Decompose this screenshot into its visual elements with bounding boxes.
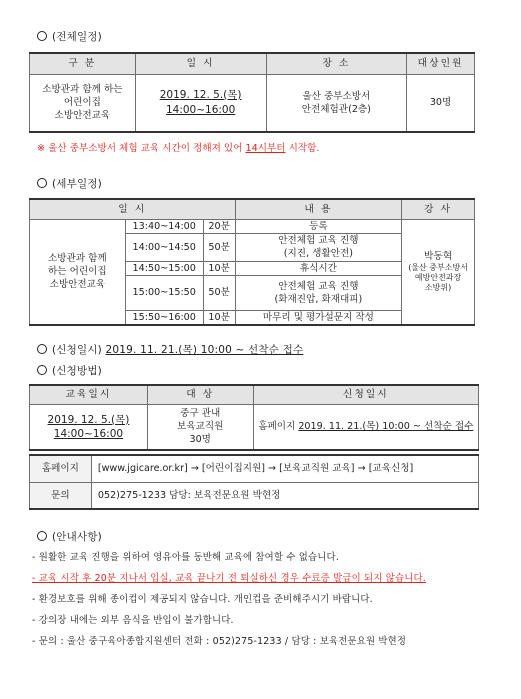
contact-label: 문의: [30, 482, 92, 509]
schedule-content: [235, 233, 402, 261]
apply-value: 2019. 11. 21.(목) 10:00 ~ 선착순 접수: [298, 421, 474, 433]
target-line: 30명: [189, 434, 211, 446]
method-apply-cell: [253, 404, 478, 450]
event-time: 14:00~16:00: [165, 103, 236, 116]
section-notice-heading: [37, 529, 102, 544]
schedule-content: 마무리 및 평가설문지 작성: [235, 310, 402, 325]
header-target: 대 상: [147, 385, 253, 404]
note-prefix: ※ 울산 중부소방서 체험 교육 시간이 정해져 있어: [37, 143, 243, 154]
schedule-duration: 50분: [203, 275, 235, 310]
apply-date-value: 2019. 11. 21.(목) 10:00 ~ 선착순 접수: [105, 344, 304, 356]
overall-place-cell: [266, 74, 407, 132]
header-count: 대상인원: [407, 53, 475, 74]
header-instructor: 강 사: [402, 199, 475, 219]
circle-bullet-icon: [37, 531, 47, 541]
detail-schedule-table: [29, 198, 475, 326]
content-line: 안전체험 교육 진행: [278, 235, 359, 246]
overall-note: [37, 140, 319, 154]
overall-count-cell: 30명: [407, 74, 475, 132]
notice-item: - 강의장 내에는 외부 음식을 반입이 불가합니다.: [32, 615, 234, 626]
apply-method-table: [29, 384, 479, 451]
program-line: 소방안전교육: [49, 279, 106, 291]
section-overall-heading: [37, 29, 102, 44]
schedule-duration: 20분: [203, 219, 235, 233]
homepage-label: 홈페이지: [30, 455, 92, 482]
category-line: 소방관과 함께 하는: [42, 84, 123, 96]
instructor-cell: [402, 219, 475, 325]
instructor-desc: (울산 중부소방서: [408, 263, 468, 273]
program-line: 하는 어린이집: [48, 266, 107, 278]
instructor-desc: 소방위): [424, 283, 452, 293]
section-apply-date: [37, 342, 303, 357]
notice-item: - 원활한 교육 진행을 위하여 영유아를 동반해 교육에 참여할 수 없습니다.: [32, 552, 339, 563]
category-line: 어린이집: [63, 97, 101, 109]
circle-bullet-icon: [37, 344, 47, 354]
header-edu-date: 교육일시: [30, 385, 148, 404]
schedule-time: 15:50~16:00: [125, 310, 203, 325]
header-apply-date: 신청일시: [253, 385, 478, 404]
target-line: 보육교직원: [177, 421, 224, 433]
schedule-content: 휴식시간: [235, 261, 402, 275]
note-suffix: 시작함.: [288, 143, 320, 154]
section-detail-label: (세부일정): [52, 178, 102, 190]
circle-bullet-icon: [37, 365, 47, 375]
overall-schedule-table: [29, 52, 475, 133]
program-cell: [30, 219, 126, 325]
apply-date-label: (신청일시): [52, 344, 102, 356]
method-time: 14:00~16:00: [53, 427, 124, 440]
section-overall-label: (전체일정): [52, 31, 102, 43]
category-line: 소방안전교육: [54, 110, 111, 122]
overall-date-cell: [135, 74, 266, 132]
info-table: [29, 454, 479, 510]
place-line: 울산 중부소방서: [302, 90, 371, 102]
method-date-cell: [30, 404, 148, 450]
schedule-duration: 50분: [203, 233, 235, 261]
schedule-time: 15:00~15:50: [125, 275, 203, 310]
target-line: 중구 관내: [180, 408, 221, 420]
header-content: 내 용: [235, 199, 402, 219]
header-datetime: 일 시: [135, 53, 266, 74]
apply-prefix: 홈페이지: [258, 421, 296, 433]
contact-value: 052)275-1233 담당: 보육전문요원 박현정: [91, 482, 478, 509]
header-category: 구 분: [30, 53, 136, 74]
event-date: 2019. 12. 5.(목): [159, 88, 242, 101]
section-apply-method: [37, 363, 102, 378]
notice-item-highlight: - 교육 시작 후 20분 지나서 입실, 교육 끝나기 전 퇴실하신 경우 수료증 발급이 되지 않습니다.: [32, 573, 426, 584]
schedule-time: 14:50~15:00: [125, 261, 203, 275]
homepage-value: [www.jgicare.or.kr] → [어린이집지원] → [보육교직원 교육] → [교육신청]: [91, 455, 478, 482]
schedule-content: [235, 275, 402, 310]
program-line: 소방관과 함께: [48, 253, 107, 265]
content-line: (화재진압, 화재대피): [274, 293, 363, 305]
overall-category-cell: [30, 74, 136, 132]
notice-item: - 환경보호를 위해 종이컵이 제공되지 않습니다. 개인컵을 준비해주시기 바랍니다.: [32, 594, 373, 605]
place-line: 안전체험관(2층): [301, 103, 371, 115]
apply-method-label: (신청방법): [52, 365, 102, 377]
content-line: (지진, 생활안전): [283, 248, 353, 259]
header-place: 장 소: [266, 53, 407, 74]
schedule-duration: 10분: [203, 310, 235, 325]
circle-bullet-icon: [37, 31, 47, 41]
schedule-time: 14:00~14:50: [125, 233, 203, 261]
content-line: 안전체험 교육 진행: [278, 280, 359, 292]
instructor-desc: 예방안전과장: [414, 273, 462, 283]
method-date: 2019. 12. 5.(목): [47, 413, 130, 426]
circle-bullet-icon: [37, 178, 47, 188]
schedule-time: 13:40~14:00: [125, 219, 203, 233]
header-datetime: 일 시: [30, 199, 236, 219]
note-highlight: 14시부터: [245, 143, 286, 154]
notice-item: - 문의 : 울산 중구육아종합지원센터 전화 : 052)275-1233 / 담당 : 보육전문요원 박현정: [32, 636, 407, 647]
notice-label: (안내사항): [52, 531, 102, 543]
section-detail-heading: [37, 176, 102, 191]
schedule-duration: 10분: [203, 261, 235, 275]
schedule-content: 등록: [235, 219, 402, 233]
instructor-name: 박동혁: [423, 251, 453, 263]
method-target-cell: [147, 404, 253, 450]
